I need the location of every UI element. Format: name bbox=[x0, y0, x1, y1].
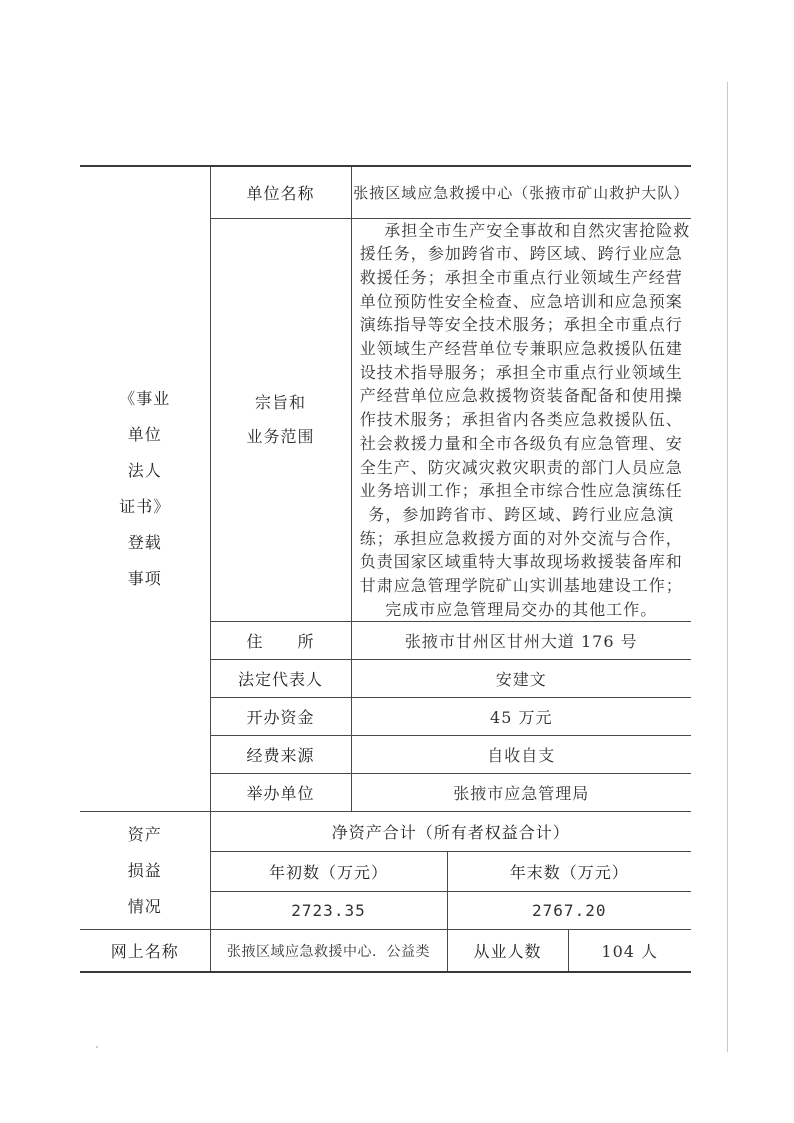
section-title-line: 登载 bbox=[127, 533, 162, 553]
section-title-line: 单位 bbox=[127, 425, 162, 445]
row-assets-header bbox=[80, 812, 691, 852]
staff-count-value: 104 人 bbox=[568, 930, 691, 972]
legal-rep-label: 法定代表人 bbox=[210, 660, 351, 698]
funding-label: 经费来源 bbox=[210, 736, 351, 774]
section-title-cell bbox=[80, 166, 210, 812]
begin-year-value: 2723.35 bbox=[210, 892, 447, 930]
unit-name-value: 张掖区域应急救援中心（张掖市矿山救护大队） bbox=[351, 166, 691, 218]
page-edge-line bbox=[727, 82, 728, 1052]
address-label: 住 所 bbox=[210, 622, 351, 660]
scan-speck bbox=[96, 1046, 98, 1048]
online-name-label: 网上名称 bbox=[80, 930, 210, 972]
online-name-value: 张掖区域应急救援中心．公益类 bbox=[210, 930, 447, 972]
section-title-line: 证书》 bbox=[119, 497, 171, 517]
capital-value: 45 万元 bbox=[351, 698, 691, 736]
staff-count-label: 从业人数 bbox=[447, 930, 568, 972]
begin-year-label: 年初数（万元） bbox=[210, 852, 447, 892]
end-year-label: 年末数（万元） bbox=[447, 852, 691, 892]
sponsor-value: 张掖市应急管理局 bbox=[351, 774, 691, 812]
section-title-line: 法人 bbox=[127, 461, 162, 481]
assets-side-line: 情况 bbox=[127, 896, 162, 916]
scope-label-line: 业务范围 bbox=[246, 426, 315, 446]
row-unit-name bbox=[80, 166, 691, 218]
funding-value: 自收自支 bbox=[351, 736, 691, 774]
assets-side-line: 资产 bbox=[127, 824, 162, 844]
address-value: 张掖市甘州区甘州大道 176 号 bbox=[351, 622, 691, 660]
scope-text: 承担全市生产安全事故和自然灾害抢险救援任务，参加跨省市、跨区域、跨行业应急救援任务；承担全市重点行业领域生产经营单位预防性安全检查、应急培训和应急预案演练指导等安全技术服务；承担全市重点行业领域生产经营单位专兼职应急救援队伍建设技术指导服务；承担全市重点行业领域生产经营单位应急救援物资装备配备和使用操作技术服务；承担省内各类应急救援队伍、社会救援力量和全市各级负有应急管理、安全生产、防灾减灾救灾职责的部门人员应急业务培训工作；承担全市综合性应急演练任务，参加跨省市、跨区域、跨行业应急演练；承担应急救援方面的对外交流与合作，负责国家区域重特大事故现场救援装备库和甘肃应急管理学院矿山实训基地建设工作；完成市应急管理局交办的其他工作。 bbox=[351, 218, 691, 622]
sponsor-label: 举办单位 bbox=[210, 774, 351, 812]
assets-side-line: 损益 bbox=[127, 860, 162, 880]
certificate-table bbox=[80, 165, 691, 973]
section-title-line: 《事业 bbox=[119, 389, 171, 409]
scope-label-line: 宗旨和 bbox=[254, 392, 306, 412]
assets-side-cell bbox=[80, 812, 210, 930]
unit-name-label: 单位名称 bbox=[210, 166, 351, 218]
scope-label-cell bbox=[210, 218, 351, 622]
net-assets-header: 净资产合计（所有者权益合计） bbox=[210, 812, 691, 852]
legal-rep-value: 安建文 bbox=[351, 660, 691, 698]
end-year-value: 2767.20 bbox=[447, 892, 691, 930]
section-title-line: 事项 bbox=[127, 569, 162, 589]
capital-label: 开办资金 bbox=[210, 698, 351, 736]
row-online bbox=[80, 930, 691, 972]
